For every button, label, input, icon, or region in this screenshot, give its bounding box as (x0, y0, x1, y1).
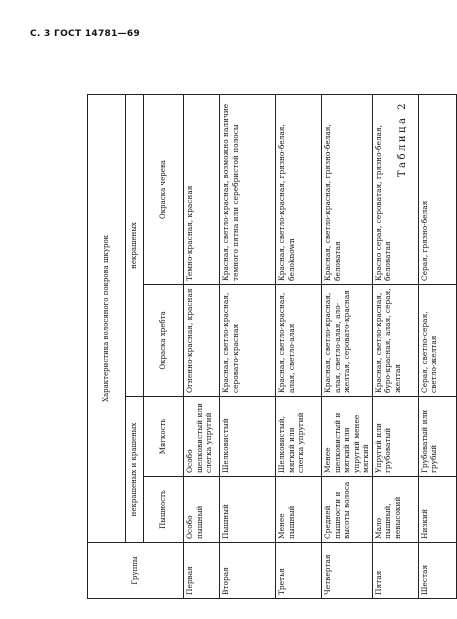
cell-spine: Огненно-красная, красная (184, 285, 220, 397)
cell-belly: Красная, светло-красная, возможно наличие темного пятна или серебристой полосы (220, 94, 276, 284)
table-row (418, 94, 456, 598)
col-softness-header: Мягкость (144, 397, 184, 477)
table-row (184, 94, 220, 598)
cell-group: Вторая (220, 543, 276, 599)
cell-fluffiness: Особо пышный (184, 477, 220, 543)
cell-fluffiness: Менее пышный (276, 477, 322, 543)
colored-header: некрашеных (126, 94, 144, 396)
table-head (88, 94, 184, 598)
cell-belly: Серая, грязно-белая (418, 94, 456, 284)
cell-group: Пятая (372, 543, 418, 599)
cell-belly: Темно-красная, красная (184, 94, 220, 284)
cell-softness: Менее шелковистый и мягкий или упругий менее мягкий (322, 397, 373, 477)
cell-belly: Красная, светло-красная, грязно-белая, белоknown (276, 94, 322, 284)
cell-spine: Красная, светло-красная, алая, светло-алая (276, 285, 322, 397)
rotated-table-block (87, 95, 438, 605)
col-belly-header: Окраска черева (144, 94, 184, 284)
col-groups-header: Группы (88, 543, 184, 599)
cell-fluffiness: Пышный (220, 477, 276, 543)
cell-fluffiness: Низкий (418, 477, 456, 543)
cell-belly: Красная, светло-красная, грязно-белая, беловатая (322, 94, 373, 284)
cell-softness: Грубоватый или грубый (418, 397, 456, 477)
characteristics-table (87, 94, 457, 599)
page-mark (98, 598, 102, 599)
cell-group: Первая (184, 543, 220, 599)
uncolored-edge-header: некрашеных и крашеных (126, 397, 144, 543)
col-fluffiness-header: Пышность (144, 477, 184, 543)
page-header: С. 3 ГОСТ 14781—69 (30, 29, 141, 39)
cell-belly: Красно серая, сероватая, грязно-белая, беловатая (372, 94, 418, 284)
cell-group: Шестая (418, 543, 456, 599)
cell-softness: Особо шелковистый или слегка упругий (184, 397, 220, 477)
table-row (276, 94, 322, 598)
table-row (220, 94, 276, 598)
cell-fluffiness: Средней пышности и высоты волоса (322, 477, 373, 543)
cell-spine: Красная, светло-красная, серовато-красная (220, 285, 276, 397)
cell-softness: Шелковистый, мягкий или слегка упругий (276, 397, 322, 477)
table-row (322, 94, 373, 598)
col-spine-header: Окраска хребта (144, 285, 184, 397)
cell-group: Четвертая (322, 543, 373, 599)
cell-spine: Серая, светло-серая, светло-желтая (418, 285, 456, 397)
cell-group: Третья (276, 543, 322, 599)
cell-spine: Красная, светло-красная, алая, светло-алая, ало-желтая, серовато-красная (322, 285, 373, 397)
cell-spine: Красная, светло-красная, буро-красная, алая, серая, желтая (372, 285, 418, 397)
table-row (372, 94, 418, 598)
cell-softness: Упругий или грубоватый (372, 397, 418, 477)
cell-fluffiness: Мало пышный, невысокий (372, 477, 418, 543)
table-body (184, 94, 457, 598)
characteristics-header: Характеристика волосяного покрова шкурок (88, 94, 126, 542)
cell-softness: Шелковистый (220, 397, 276, 477)
table-caption: Таблица 2 (397, 101, 408, 178)
